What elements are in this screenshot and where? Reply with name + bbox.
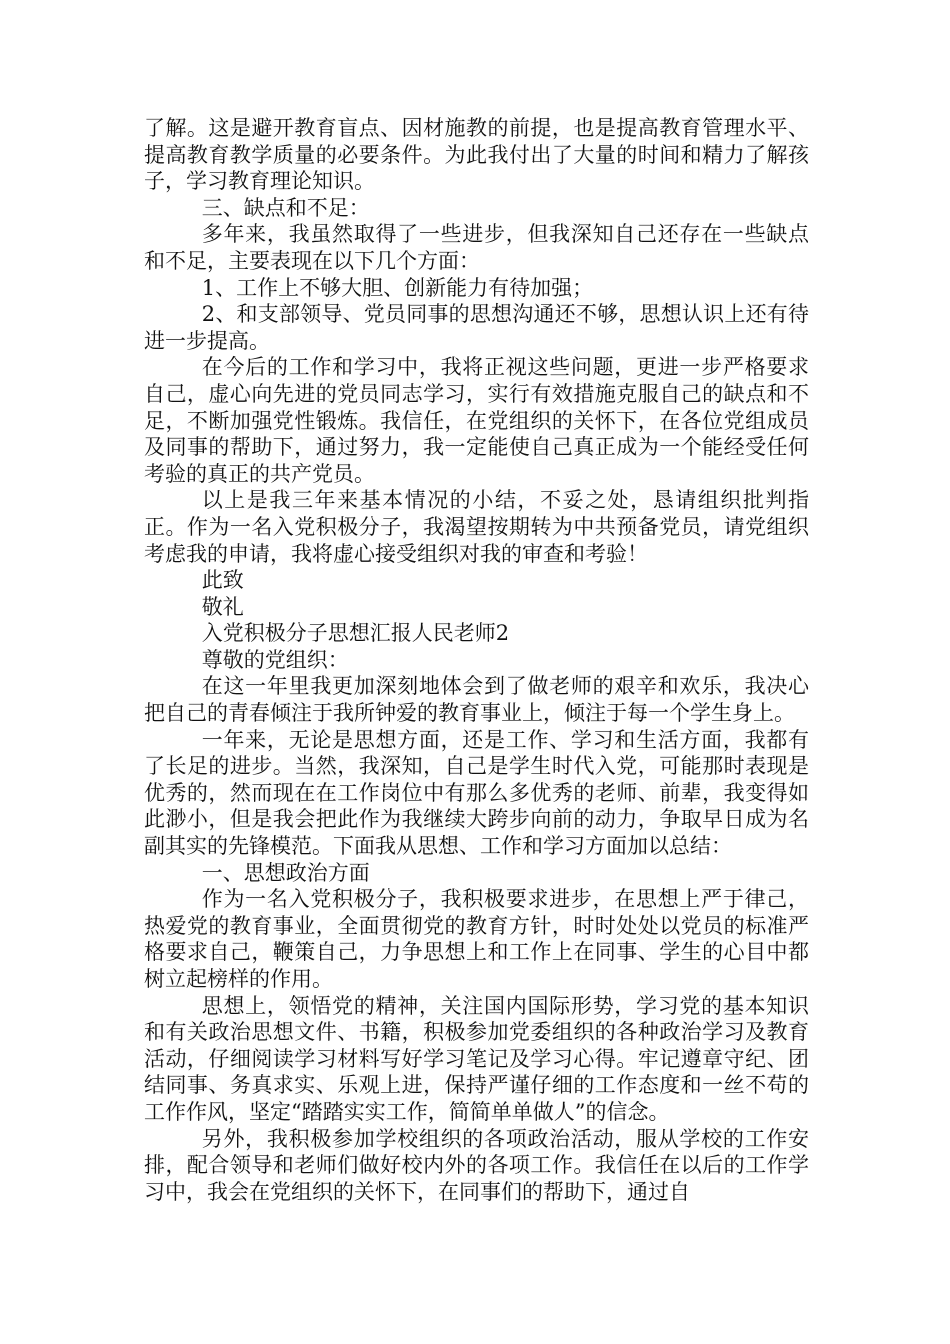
list-item: 2、和支部领导、党员同事的思想沟通还不够，思想认识上还有待进一步提高。 <box>144 302 809 353</box>
closing-regards: 敬礼 <box>201 594 244 619</box>
paragraph-intro-continuation: 了解。这是避开教育盲点、因材施教的前提，也是提高教育管理水平、提高教育教学质量的必要条件。为此我付出了大量的时间和精力了解孩子，学习教育理论知识。 <box>144 116 809 194</box>
paragraph: 多年来，我虽然取得了一些进步，但我深知自己还存在一些缺点和不足，主要表现在以下几个方面： <box>144 222 809 273</box>
paragraph: 另外，我积极参加学校组织的各项政治活动，服从学校的工作安排，配合领导和老师们做好校内外的各项工作。我信任在以后的工作学习中，我会在党组织的关怀下，在同事们的帮助下，通过自 <box>144 1126 809 1204</box>
paragraph: 作为一名入党积极分子，我积极要求进步，在思想上严于律己，热爱党的教育事业，全面贯彻党的教育方针，时时处处以党员的标准严格要求自己，鞭策自己，力争思想上和工作上在同事、学生的心目中都树立起榜样的作用。 <box>144 887 809 991</box>
closing-salutation: 此致 <box>201 568 244 593</box>
section-heading-ideology: 一、思想政治方面 <box>201 860 370 885</box>
paragraph: 以上是我三年来基本情况的小结，不妥之处，恳请组织批判指正。作为一名入党积极分子，我渴望按期转为中共预备党员，请党组织考虑我的申请，我将虚心接受组织对我的审查和考验！ <box>144 488 809 566</box>
greeting: 尊敬的党组织： <box>201 647 349 672</box>
paragraph: 在今后的工作和学习中，我将正视这些问题，更进一步严格要求自己，虚心向先进的党员同志学习，实行有效措施克服自己的缺点和不足，不断加强党性锻炼。我信任，在党组织的关怀下，在各位党组成员及同事的帮助下，通过努力，我一定能使自己真正成为一个能经受任何考验的真正的共产党员。 <box>144 355 809 486</box>
document-body <box>144 115 809 1205</box>
paragraph: 思想上，领悟党的精神，关注国内国际形势，学习党的基本知识和有关政治思想文件、书籍，积极参加党委组织的各种政治学习及教育活动，仔细阅读学习材料写好学习笔记及学习心得。牢记遵章守纪、团结同事、务真求实、乐观上进，保持严谨仔细的工作态度和一丝不苟的工作作风，坚定“踏踏实实工作，简简单单做人”的信念。 <box>144 993 809 1124</box>
paragraph: 在这一年里我更加深刻地体会到了做老师的艰辛和欢乐，我决心把自己的青春倾注于我所钟爱的教育事业上，倾注于每一个学生身上。 <box>144 674 809 726</box>
article-title: 入党积极分子思想汇报人民老师2 <box>201 621 510 646</box>
paragraph: 一年来，无论是思想方面，还是工作、学习和生活方面，我都有了长足的进步。当然，我深知，自己是学生时代入党，可能那时表现是优秀的，然而现在在工作岗位中有那么多优秀的老师、前辈，我变得如此渺小，但是我会把此作为我继续大跨步向前的动力，争取早日成为名副其实的先锋模范。下面我从思想、工作和学习方面加以总结： <box>144 727 809 859</box>
section-heading-shortcomings: 三、缺点和不足： <box>201 195 370 220</box>
list-item: 1、工作上不够大胆、创新能力有待加强； <box>201 275 594 300</box>
